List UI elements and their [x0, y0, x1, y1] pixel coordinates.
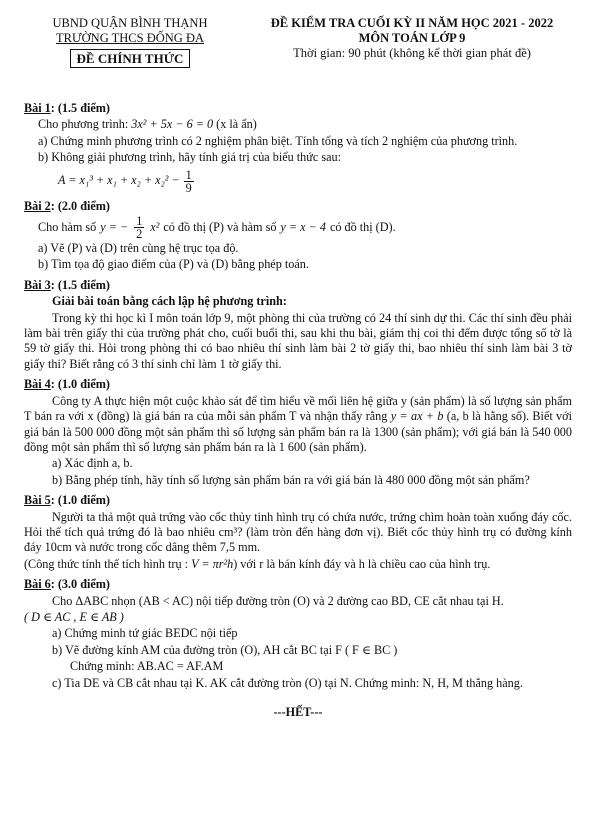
header-right	[252, 16, 572, 61]
part-a: a) Chứng minh phương trình có 2 nghiệm phân biệt. Tính tổng và tích 2 nghiệm của phương trình.	[38, 133, 518, 148]
section-bai-5	[24, 493, 572, 572]
exam-title: ĐỀ KIỂM TRA CUỐI KỲ II NĂM HỌC 2021 - 2022	[270, 16, 554, 30]
section-title: Bài 5: (1.0 điểm)	[24, 493, 110, 508]
end-marker: ---HẾT---	[273, 705, 323, 719]
part-b: b) Không giải phương trình, hãy tính giá trị của biểu thức sau:	[38, 150, 341, 165]
condition: ( D ∈ AC , E ∈ AB )	[24, 609, 124, 624]
subject-title: MÔN TOÁN LỚP 9	[358, 31, 466, 45]
section-bai-4	[24, 377, 572, 488]
subheading: Giải bài toán bằng cách lập hệ phương trình:	[52, 294, 287, 309]
problem-text: Trong kỳ thi học kì I môn toán lớp 9, một phòng thi của trường có 24 thí sinh dự thi. Các thí sinh đều phải làm bài trên giấy thi của trường phát cho, cuối buổi thi, sau khi thu bài, giám thị coi thi đếm được tổng số tờ là 59 tờ giấy thi. Hỏi trong phòng thi có bao nhiêu thí sinh làm bài 2 tờ giấy thi, bao nhiêu thí sinh làm bài 3 tờ giấy thi? Biết rằng có 3 thí sinh chỉ làm 1 tờ giấy thi.	[24, 310, 572, 371]
part-b: b) Bằng phép tính, hãy tính số lượng sản phẩm bán ra với giá bán là 480 000 đồng một sản phẩm?	[52, 472, 530, 487]
problem-text: Người ta thả một quả trứng vào cốc thủy tinh hình trụ có chứa nước, trứng chìm hoàn toàn xuống đáy cốc. Hỏi thể tích quả trứng đó là bao nhiêu cm³? (làm tròn đến hàng đơn vị). Biết cốc thủy hình trụ có đường kính đáy 10cm và nước trong cốc dâng thêm 7,5 mm.	[24, 509, 572, 555]
expression-a: A = x₁³ + x₁ + x₂ + x₂² − $\frac{1}{9}$	[58, 167, 192, 195]
section-title: Bài 1: (1.5 điểm)	[24, 101, 110, 115]
question-intro: Cho hàm số y = − $\frac{1}{2}$ x² có đồ thị (P) và hàm số y = x − 4 có đồ thị (D).	[38, 214, 396, 242]
part-b: b) Tìm tọa độ giao điểm của (P) và (D) bằng phép toán.	[38, 257, 309, 272]
section-title: Bài 4: (1.0 điểm)	[24, 377, 110, 392]
fraction: $\frac{1}{2}$	[136, 214, 143, 242]
part-c: c) Tia DE và CB cắt nhau tại K. AK cắt đường tròn (O) tại N. Chứng minh: N, H, M thẳng hàng.	[52, 675, 523, 690]
formula-note: (Công thức tính thể tích hình trụ : V = πr²h) với r là bán kính đáy và h là chiều cao của hình trụ.	[24, 556, 491, 571]
question-intro: Cho phương trình: 3x² + 5x − 6 = 0 (x là ẩn)	[38, 117, 257, 132]
part-b-proof: Chứng minh: AB.AC = AF.AM	[70, 659, 224, 674]
section-bai-3	[24, 278, 572, 372]
org-name: UBND QUẬN BÌNH THẠNH	[52, 16, 208, 30]
section-bai-2	[24, 199, 572, 273]
part-a: a) Xác định a, b.	[52, 456, 133, 471]
exam-time: Thời gian: 90 phút (không kể thời gian phát đề)	[293, 46, 531, 60]
exam-body	[24, 96, 572, 720]
section-title: Bài 2: (2.0 điểm)	[24, 198, 110, 213]
section-title: Bài 3: (1.5 điểm)	[24, 277, 110, 292]
part-b: b) Vẽ đường kính AM của đường tròn (O), AH cắt BC tại F ( F ∈ BC )	[52, 642, 398, 657]
section-bai-6	[24, 577, 572, 691]
section-title: Bài 6: (3.0 điểm)	[24, 577, 110, 592]
linear-formula: y = ax + b	[390, 409, 444, 424]
problem-text: Công ty A thực hiện một cuộc khảo sát để tìm hiểu về mối liên hệ giữa y (sản phẩm) là số lượng sản phẩm T bán ra với x (đồng) là giá bán ra của mỗi sản phẩm T và nhận thấy rằng y = ax + b (a, b là hằng số). Biết với giá bán là 500 000 đồng một sản phẩm thì số lượng sản phẩm bán ra là 1300 (sản phẩm); với giá bán là 540 000 đồng một sản phẩm thì số lượng sản phẩm bán ra là 1 600 (sản phẩm).	[24, 393, 572, 454]
problem-text: Cho ΔABC nhọn (AB < AC) nội tiếp đường tròn (O) và 2 đường cao BD, CE cắt nhau tại H.	[52, 593, 504, 608]
official-stamp: ĐỀ CHÍNH THỨC	[70, 49, 191, 68]
school-name: TRƯỜNG THCS ĐỐNG ĐA	[55, 31, 205, 45]
part-a: a) Chứng minh tứ giác BEDC nội tiếp	[52, 626, 238, 641]
fraction: $\frac{1}{9}$	[185, 167, 192, 195]
cylinder-formula: V = πr²h	[191, 556, 234, 571]
header-left	[30, 16, 230, 68]
equation: 3x² + 5x − 6 = 0	[131, 117, 214, 132]
part-a: a) Vẽ (P) và (D) trên cùng hệ trục tọa độ.	[38, 241, 239, 256]
section-bai-1	[24, 101, 572, 194]
